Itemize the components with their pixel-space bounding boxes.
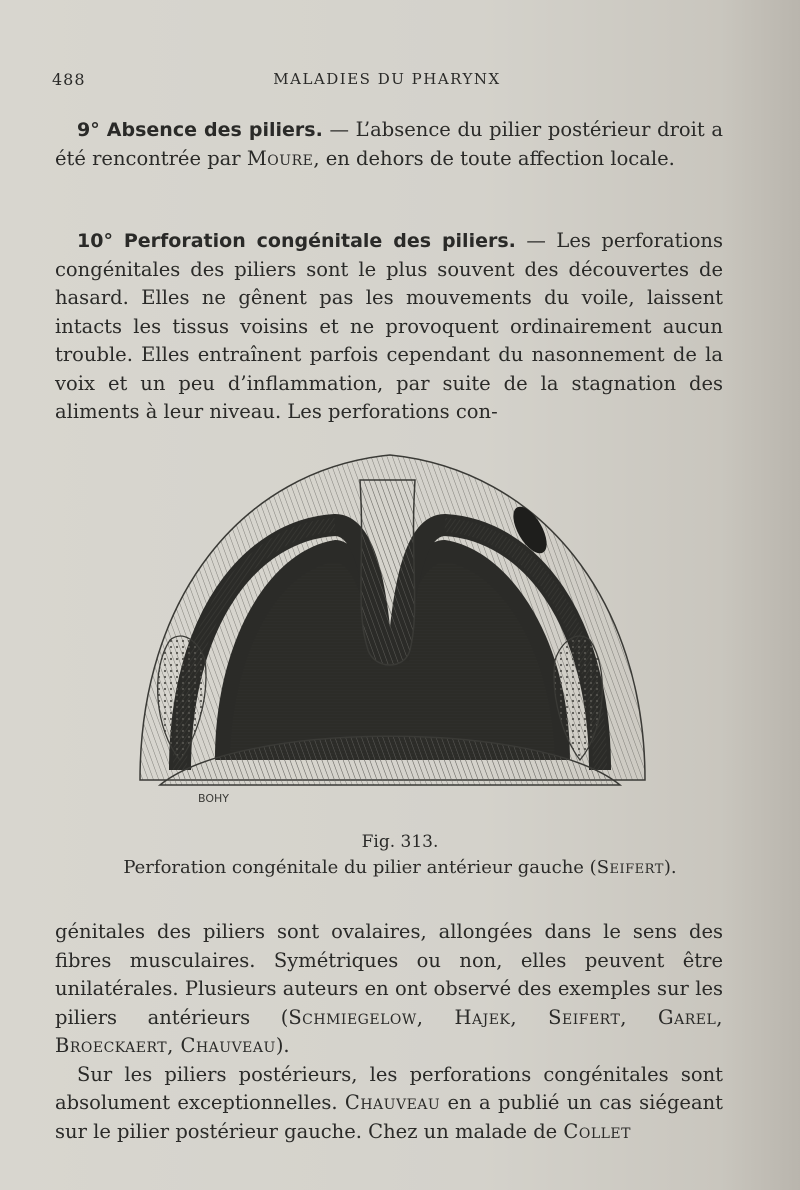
section-9-text-b: , en dehors de toute affection locale. — [313, 146, 675, 170]
page-header — [52, 70, 722, 96]
continuation-paragraph-2 — [55, 1061, 723, 1147]
continuation-text-4: en a publié un cas siégeant sur le pilier postérieur gauche. Chez un malade de — [55, 1091, 723, 1143]
section-10-paragraph — [55, 227, 723, 427]
continuation-text-1: génitales des piliers sont ovalaires, allongées dans le sens des fibres musculaires. Symétriques ou non, elles peuvent être unilatérales. Plusieurs auteurs en ont observé des exemples sur les piliers antérieurs ( — [55, 920, 723, 1029]
figure-caption-text: Perforation congénitale du pilier antérieur gauche ( — [123, 857, 597, 878]
continuation-text — [55, 918, 723, 1146]
author-moure: Moure — [246, 146, 314, 170]
running-title: MALADIES DU PHARYNX — [273, 70, 501, 88]
artist-signature: BOHY — [198, 792, 230, 805]
figure-caption-author: Seifert — [596, 857, 664, 878]
continuation-paragraph-1 — [55, 918, 723, 1061]
figure-number: Fig. 313. — [361, 832, 439, 852]
section-10-text: — Les perforations congénitales des piliers sont le plus souvent des découvertes de hasard. Elles ne gênent pas les mouvements du voile, laissent intacts les tissus voisins et ne provoquent ordinairement aucun trouble. Elles entraînent parfois cependant du nasonnement de la voix et un peu d’inflammation, par suite de la stagnation des aliments à leur niveau. Les perforations con- — [55, 229, 723, 423]
section-10-heading: 10° Perforation congénitale des piliers. — [77, 230, 516, 252]
continuation-text-3: Sur les piliers postérieurs, les perforations congénitales sont absolument exceptionnelles. — [55, 1062, 723, 1114]
figure-caption-end: ). — [663, 857, 677, 878]
author-chauveau: Chauveau — [344, 1091, 441, 1114]
figure-illustration — [120, 440, 660, 820]
author-collet: Collet — [563, 1119, 631, 1143]
page-number: 488 — [52, 70, 86, 89]
section-9-paragraph — [55, 116, 723, 173]
section-9-text-a: — L’absence du pilier postérieur droit a été rencontrée par — [55, 118, 723, 170]
figure-caption — [0, 857, 800, 878]
continuation-text-2: ). — [275, 1034, 290, 1057]
section-9-heading: 9° Absence des piliers. — [77, 119, 323, 141]
authors-list: Schmiegelow, Hajek, Seifert, Garel, Broeckaert, Chauveau — [55, 1005, 723, 1057]
